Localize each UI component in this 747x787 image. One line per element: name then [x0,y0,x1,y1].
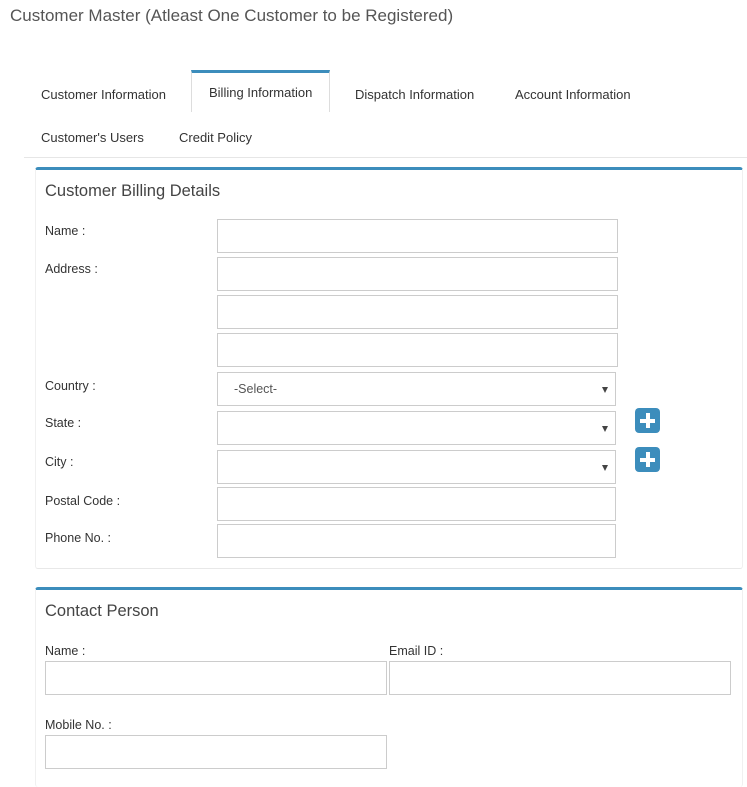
billing-address-line3-input[interactable] [217,333,618,367]
contact-mobile-input[interactable] [45,735,387,769]
contact-mobile-label: Mobile No. : [45,718,112,732]
billing-country-value: -Select- [234,382,278,396]
contact-name-label: Name : [45,644,86,658]
billing-postal-code-label: Postal Code : [45,494,121,508]
tab-dispatch-information[interactable]: Dispatch Information [355,87,475,102]
billing-phone-label: Phone No. : [45,531,112,545]
billing-city-select[interactable] [217,450,616,484]
add-city-icon[interactable] [635,447,660,472]
page-title: Customer Master (Atleast One Customer to be Registered) [10,6,454,25]
tab-billing-information[interactable]: Billing Information [191,70,330,112]
billing-details-panel [35,167,743,569]
contact-person-panel [35,587,743,787]
billing-postal-code-input[interactable] [217,487,616,521]
contact-person-title: Contact Person [45,602,159,620]
contact-email-label: Email ID : [389,644,444,658]
tab-account-information[interactable]: Account Information [515,87,631,102]
billing-address-line1-input[interactable] [217,257,618,291]
billing-country-label: Country : [45,379,96,393]
billing-name-input[interactable] [217,219,618,253]
tab-bar [24,70,747,158]
tab-customers-users[interactable]: Customer's Users [41,130,144,145]
tab-credit-policy[interactable]: Credit Policy [179,130,252,145]
billing-details-title: Customer Billing Details [45,182,221,200]
billing-address-label: Address : [45,262,98,276]
billing-state-select[interactable] [217,411,616,445]
add-state-icon[interactable] [635,408,660,433]
billing-state-label: State : [45,416,82,430]
billing-phone-input[interactable] [217,524,616,558]
contact-name-input[interactable] [45,661,387,695]
billing-address-line2-input[interactable] [217,295,618,329]
tab-customer-information[interactable]: Customer Information [41,87,166,102]
billing-country-select[interactable] [217,372,616,406]
billing-name-label: Name : [45,224,86,238]
contact-email-input[interactable] [389,661,731,695]
billing-city-label: City : [45,455,74,469]
